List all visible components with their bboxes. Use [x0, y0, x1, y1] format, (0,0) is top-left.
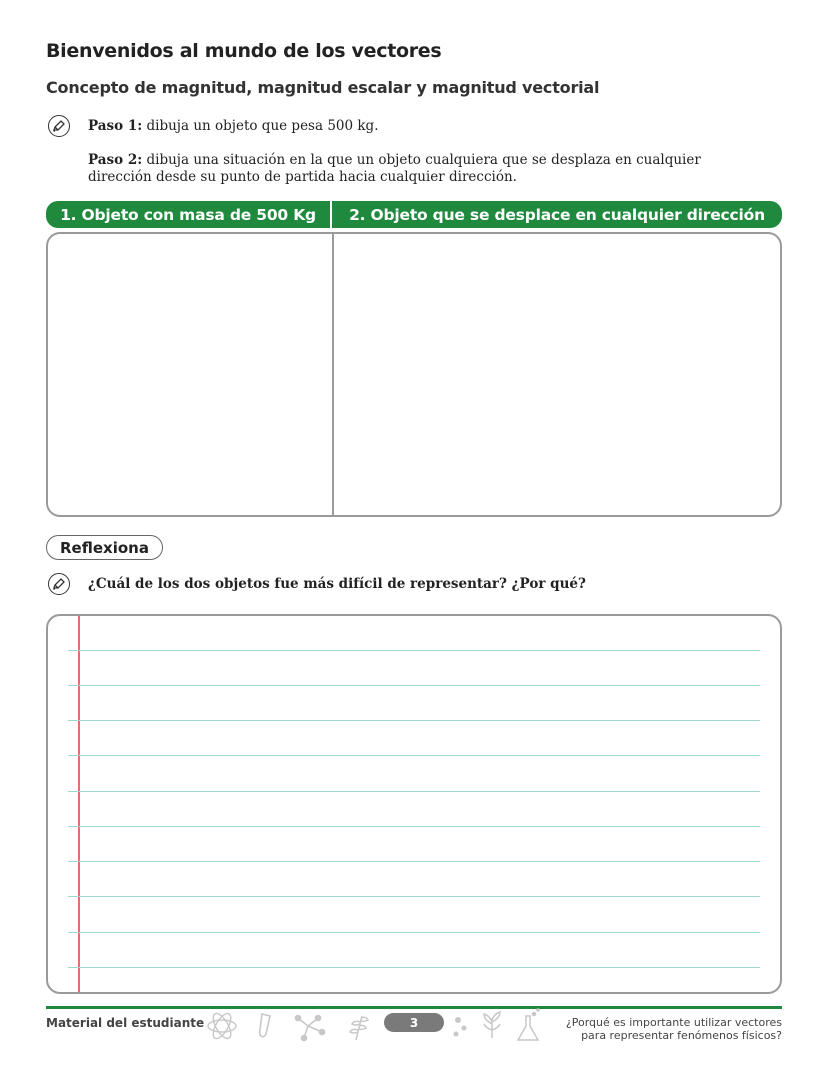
page-number: 3	[384, 1013, 444, 1032]
drawing-table-header	[46, 201, 782, 228]
margin-line	[78, 616, 80, 992]
ruled-line	[68, 932, 760, 933]
reflexiona-badge: Reflexiona	[46, 535, 163, 560]
molecule-icon	[296, 1016, 325, 1041]
test-tube-icon	[260, 1014, 270, 1037]
step-2-label: Paso 2:	[88, 152, 143, 168]
step-1-label: Paso 1:	[88, 118, 143, 134]
ruled-line	[68, 720, 760, 721]
footer-right-line-2: para representar fenómenos físicos?	[581, 1029, 782, 1042]
ruled-line	[68, 861, 760, 862]
ruled-line	[68, 896, 760, 897]
footer-left-text: Material del estudiante	[46, 1016, 205, 1030]
flask-icon	[518, 1009, 539, 1040]
step-2	[88, 152, 748, 186]
column-header-2: 2. Objeto que se desplace en cualquier dirección	[349, 205, 765, 224]
step-2-text-continued: dirección desde su punto de partida hacia cualquier dirección.	[88, 169, 517, 185]
column-header-1: 1. Objeto con masa de 500 Kg	[46, 201, 332, 228]
reflexiona-question	[88, 576, 586, 593]
footer-decoration	[200, 1008, 560, 1048]
page-title: Bienvenidos al mundo de los vectores	[46, 40, 442, 62]
drawing-area-2[interactable]	[334, 234, 780, 515]
question-text: ¿Cuál de los dos objetos fue más difícil de representar? ¿Por qué?	[88, 576, 586, 592]
step-2-text: dibuja una situación en la que un objeto cualquiera que se desplaza en cualquier	[146, 152, 701, 168]
answer-lined-area[interactable]	[46, 614, 782, 994]
pencil-icon	[48, 573, 70, 595]
dots-icon	[454, 1017, 467, 1037]
ruled-line	[68, 755, 760, 756]
step-1-text: dibuja un objeto que pesa 500 kg.	[146, 118, 379, 134]
step-1	[88, 118, 379, 135]
wheat-icon	[350, 1016, 368, 1040]
footer-right-text	[566, 1016, 782, 1042]
page-subtitle: Concepto de magnitud, magnitud escalar y magnitud vectorial	[46, 78, 600, 97]
drawing-area-1[interactable]	[48, 234, 334, 515]
ruled-line	[68, 791, 760, 792]
ruled-line	[68, 967, 760, 968]
ruled-line	[68, 826, 760, 827]
atom-icon	[208, 1011, 236, 1041]
ruled-line	[68, 685, 760, 686]
pencil-icon	[48, 115, 70, 137]
footer-right-line-1: ¿Porqué es importante utilizar vectores	[565, 1016, 782, 1029]
drawing-table	[46, 232, 782, 517]
sprout-icon	[484, 1012, 500, 1038]
ruled-line	[68, 650, 760, 651]
